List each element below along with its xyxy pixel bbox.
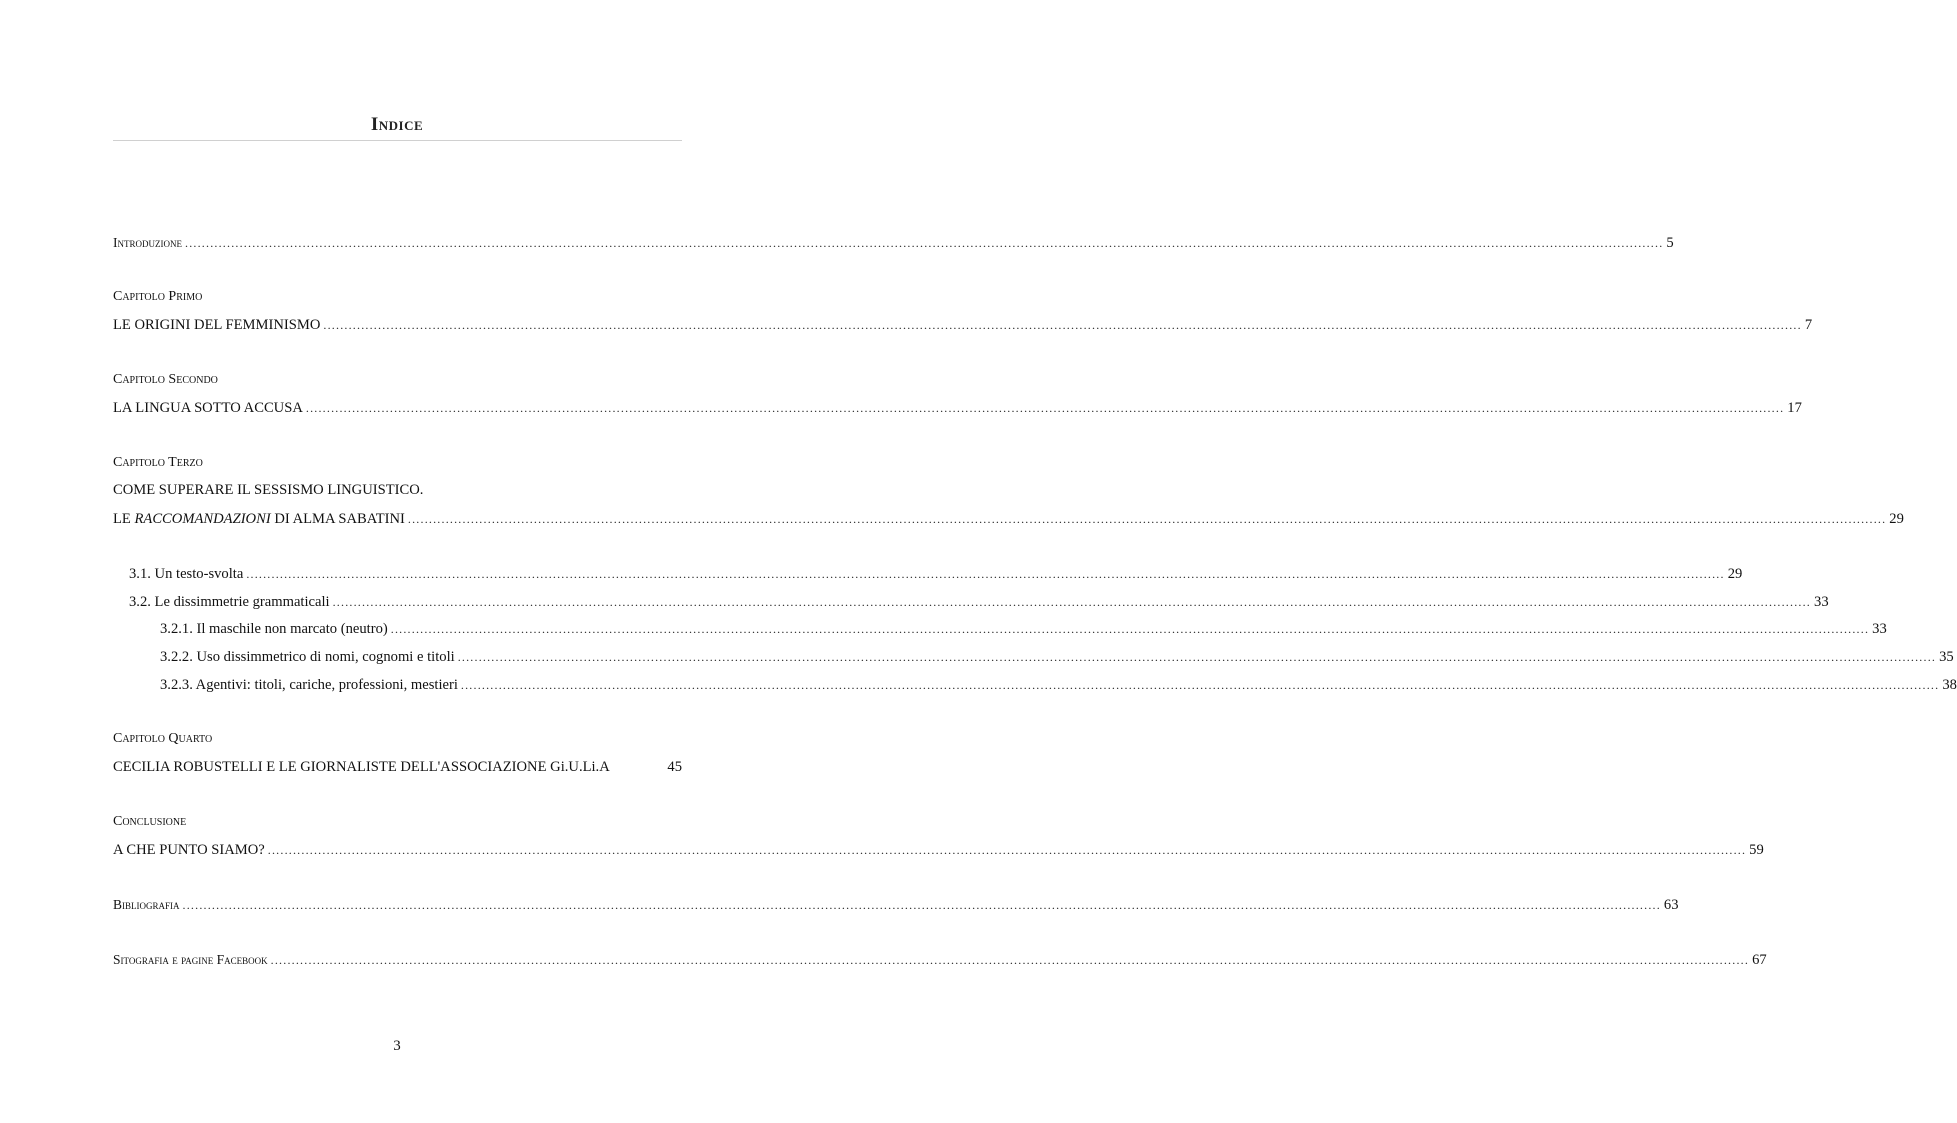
toc-entry-label: Sitografia e pagine Facebook [113, 952, 268, 967]
toc-leader-dots: ................................................................................................................................................................................................................................................................................................................................................................ [407, 512, 1887, 526]
label-italic: RACCOMANDAZIONI [134, 511, 271, 527]
page-number: 3 [393, 1038, 401, 1054]
toc-entry-page: 29 [1727, 566, 1743, 582]
toc-entry-chapter-4[interactable] [113, 758, 682, 776]
toc-entry-introduzione[interactable] [113, 234, 1674, 252]
toc-entry-section-3-2-2[interactable] [160, 648, 1954, 666]
toc-entry-label: 3.2. Le dissimmetrie grammaticali [129, 594, 330, 610]
conclusione-heading: Conclusione [113, 814, 187, 829]
toc-entry-conclusione[interactable] [113, 841, 1764, 859]
toc-entry-label [113, 510, 405, 528]
toc-entry-sitografia[interactable] [113, 951, 1767, 969]
toc-entry-page: 7 [1804, 317, 1813, 333]
toc-entry-page: 5 [1666, 235, 1674, 251]
label-suffix: DI ALMA SABATINI [270, 511, 405, 527]
toc-entry-section-3-2-3[interactable] [160, 676, 1957, 694]
toc-leader-dots: ................................................................................................................................................................................................................................................................................................................................................................ [323, 318, 1802, 332]
toc-entry-label: 3.2.1. Il maschile non marcato (neutro) [160, 621, 388, 637]
toc-entry-page: 63 [1663, 897, 1679, 913]
chapter-heading-2: Capitolo Secondo [113, 372, 218, 387]
toc-entry-label: Introduzione [113, 235, 182, 250]
toc-entry-label: LE ORIGINI DEL FEMMINISMO [113, 317, 321, 333]
toc-entry-page: 38 [1942, 677, 1957, 693]
toc-entry-section-3-2[interactable] [129, 593, 1829, 611]
toc-entry-page: 33 [1872, 621, 1887, 637]
toc-entry-page: 35 [1939, 649, 1954, 665]
toc-leader-dots: ................................................................................................................................................................................................................................................................................................................................................................ [267, 843, 1747, 857]
toc-leader-dots: ................................................................................................................................................................................................................................................................................................................................................................ [185, 236, 1664, 250]
chapter-heading-4: Capitolo Quarto [113, 731, 213, 746]
chapter-heading-1: Capitolo Primo [113, 289, 203, 304]
toc-entry-page: 67 [1752, 952, 1767, 968]
chapter-heading-3: Capitolo Terzo [113, 455, 203, 470]
toc-leader-dots: ................................................................................................................................................................................................................................................................................................................................................................ [246, 567, 1725, 581]
toc-entry-label: A CHE PUNTO SIAMO? [113, 842, 265, 858]
toc-entry-page: 33 [1814, 594, 1829, 610]
toc-entry-label: 3.1. Un testo-svolta [129, 566, 244, 582]
toc-entry-label: Bibliografia [113, 897, 180, 912]
toc-entry-label: CECILIA ROBUSTELLI E LE GIORNALISTE DELL'ASSOCIAZIONE Gi.U.Li.A [113, 759, 610, 775]
toc-entry-page: 17 [1787, 400, 1802, 416]
toc-entry-page: 45 [667, 759, 682, 775]
toc-entry-label: LA LINGUA SOTTO ACCUSA [113, 400, 303, 416]
toc-leader-dots: ................................................................................................................................................................................................................................................................................................................................................................ [332, 595, 1812, 609]
toc-leader-dots: ................................................................................................................................................................................................................................................................................................................................................................ [182, 898, 1661, 912]
toc-leader-dots: ................................................................................................................................................................................................................................................................................................................................................................ [305, 401, 1785, 415]
toc-leader-dots: ................................................................................................................................................................................................................................................................................................................................................................ [460, 678, 1940, 692]
toc-entry-chapter-1[interactable] [113, 316, 1813, 334]
toc-leader-dots: ................................................................................................................................................................................................................................................................................................................................................................ [390, 622, 1870, 636]
toc-entry-section-3-1[interactable] [129, 565, 1743, 583]
toc-entry-label: 3.2.3. Agentivi: titoli, cariche, professioni, mestieri [160, 677, 458, 693]
toc-entry-label: 3.2.2. Uso dissimmetrico di nomi, cognomi e titoli [160, 649, 455, 665]
toc-entry-chapter-2[interactable] [113, 399, 1802, 417]
toc-leader-dots: ................................................................................................................................................................................................................................................................................................................................................................ [270, 953, 1750, 967]
chapter-3-title-line-1: COME SUPERARE IL SESSISMO LINGUISTICO. [113, 482, 424, 498]
page-title: Indice [370, 114, 424, 135]
title-divider [113, 140, 682, 141]
toc-entry-section-3-2-1[interactable] [160, 620, 1887, 638]
toc-entry-page: 29 [1889, 511, 1904, 527]
toc-entry-page: 59 [1749, 842, 1764, 858]
label-prefix: LE [113, 511, 135, 527]
toc-leader-dots: ................................................................................................................................................................................................................................................................................................................................................................ [457, 650, 1937, 664]
toc-entry-chapter-3[interactable] [113, 510, 1904, 528]
toc-entry-bibliografia[interactable] [113, 896, 1679, 914]
